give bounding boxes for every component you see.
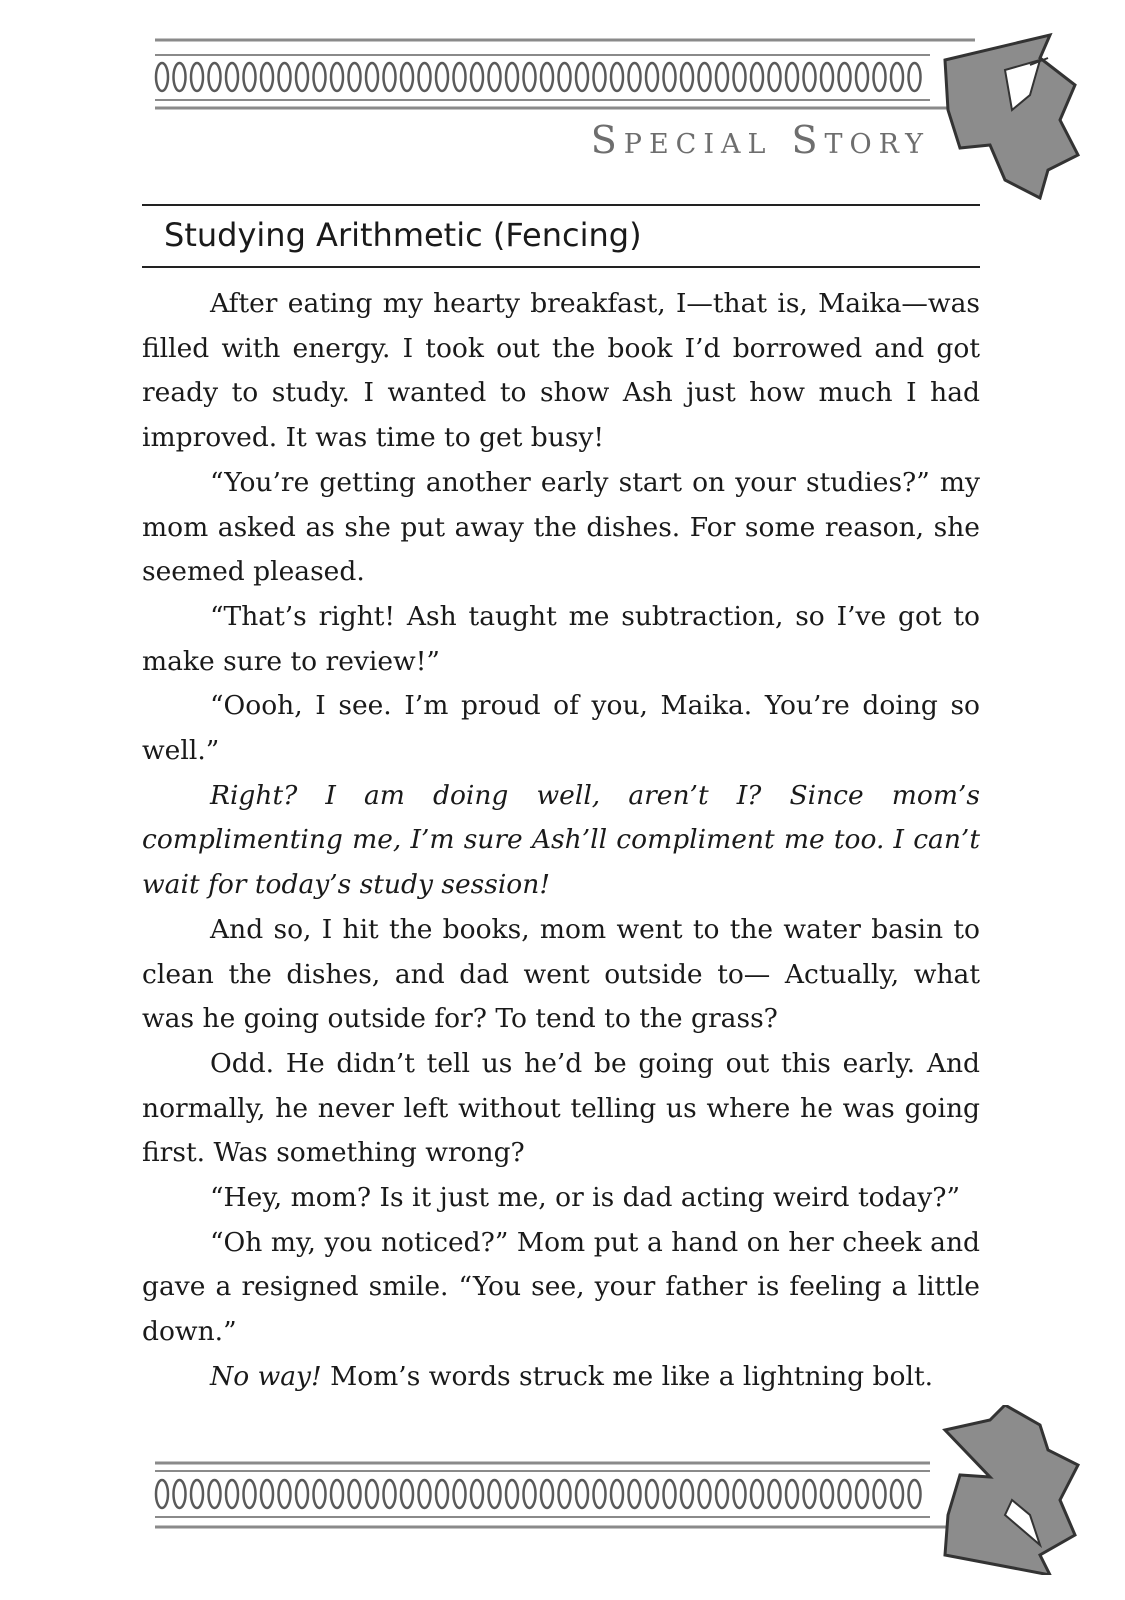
chain-link xyxy=(436,1480,448,1508)
chain-link xyxy=(471,1480,483,1508)
chain-link xyxy=(191,63,203,91)
chain-link xyxy=(174,1480,186,1508)
chain-link xyxy=(664,1480,676,1508)
paragraph: After eating my hearty breakfast, I—that is, Maika—was filled with energy. I took out the book I’d borrowed and got ready to study. I wanted to show Ash just how much I had improved. It was time to get busy! xyxy=(142,288,980,454)
chapter-title-bar xyxy=(142,204,980,268)
chain-link xyxy=(786,1480,798,1508)
chain-link xyxy=(454,63,466,91)
italic-exclamation: No way! xyxy=(210,1360,322,1392)
chain-link xyxy=(646,1480,658,1508)
chain-link xyxy=(699,63,711,91)
chain-link xyxy=(506,1480,518,1508)
chain-link xyxy=(279,63,291,91)
chain-link xyxy=(401,1480,413,1508)
chain-link xyxy=(559,1480,571,1508)
chain-link xyxy=(209,1480,221,1508)
chain-link xyxy=(314,63,326,91)
chain-link xyxy=(331,1480,343,1508)
paragraph: “Oh my, you noticed?” Mom put a hand on her cheek and gave a resigned smile. “You see, your father is feeling a little down.” xyxy=(142,1226,980,1348)
chain-link xyxy=(436,63,448,91)
chain-link xyxy=(296,63,308,91)
chain-link xyxy=(856,1480,868,1508)
chain-link xyxy=(909,63,921,91)
section-label: Special Story xyxy=(590,118,930,162)
chain-link xyxy=(716,1480,728,1508)
chain-link xyxy=(314,1480,326,1508)
chain-link xyxy=(681,1480,693,1508)
chain-link xyxy=(699,1480,711,1508)
chain-link xyxy=(349,1480,361,1508)
paragraph: “Oooh, I see. I’m proud of you, Maika. You’re doing so well.” xyxy=(142,690,980,767)
chain-link xyxy=(839,63,851,91)
chain-link xyxy=(366,63,378,91)
chain-link xyxy=(244,1480,256,1508)
chain-link xyxy=(769,1480,781,1508)
chain-link xyxy=(804,63,816,91)
chain-link xyxy=(786,63,798,91)
chain-link xyxy=(594,1480,606,1508)
chain-link xyxy=(419,63,431,91)
chain-link xyxy=(419,1480,431,1508)
paragraph: “That’s right! Ash taught me subtraction, so I’ve got to make sure to review!” xyxy=(142,600,980,677)
chain-link xyxy=(489,63,501,91)
chain-link xyxy=(279,1480,291,1508)
chain-border-ornament xyxy=(156,63,921,91)
chain-link xyxy=(261,1480,273,1508)
chain-link xyxy=(874,63,886,91)
chain-link xyxy=(646,63,658,91)
chain-link xyxy=(821,63,833,91)
chain-link xyxy=(366,1480,378,1508)
chain-link xyxy=(681,63,693,91)
chain-link xyxy=(296,1480,308,1508)
chain-link xyxy=(541,1480,553,1508)
paragraph-thought: Right? I am doing well, aren’t I? Since mom’s complimenting me, I’m sure Ash’ll compliment me too. I can’t wait for today’s study session! xyxy=(142,779,980,901)
chain-link xyxy=(891,63,903,91)
chain-link xyxy=(664,63,676,91)
chain-link xyxy=(891,1480,903,1508)
chain-link xyxy=(541,63,553,91)
chain-link xyxy=(156,1480,168,1508)
chain-link xyxy=(524,63,536,91)
chain-link xyxy=(559,63,571,91)
chain-link xyxy=(856,63,868,91)
bottom-ornament xyxy=(0,1405,1125,1575)
chapter-title: Studying Arithmetic (Fencing) xyxy=(164,216,642,254)
top-ornament xyxy=(0,30,1125,200)
chain-link xyxy=(611,1480,623,1508)
chain-link xyxy=(804,1480,816,1508)
paragraph: “You’re getting another early start on your studies?” my mom asked as she put away the dishes. For some reason, she seemed pleased. xyxy=(142,466,980,588)
chain-link xyxy=(874,1480,886,1508)
chain-link xyxy=(454,1480,466,1508)
chain-link xyxy=(594,63,606,91)
chain-link xyxy=(489,1480,501,1508)
chain-link xyxy=(769,63,781,91)
story-text xyxy=(142,282,980,1400)
chain-link xyxy=(384,1480,396,1508)
chain-link xyxy=(821,1480,833,1508)
puzzle-corner-icon xyxy=(945,35,1078,198)
chain-link xyxy=(209,63,221,91)
chain-link xyxy=(226,1480,238,1508)
chain-link xyxy=(751,63,763,91)
paragraph-last xyxy=(142,1355,980,1400)
paragraph: “Hey, mom? Is it just me, or is dad acting weird today?” xyxy=(210,1182,961,1214)
paragraph: And so, I hit the books, mom went to the water basin to clean the dishes, and dad went outside to— Actually, what was he going outside for? To tend to the grass? xyxy=(142,913,980,1035)
paragraph: Odd. He didn’t tell us he’d be going out this early. And normally, he never left without telling us where he was going first. Was something wrong? xyxy=(142,1047,980,1169)
chain-link xyxy=(734,63,746,91)
chain-link xyxy=(576,63,588,91)
paragraph-rest: Mom’s words struck me like a lightning bolt. xyxy=(321,1360,934,1392)
chain-link xyxy=(506,63,518,91)
chain-link xyxy=(471,63,483,91)
chain-link xyxy=(384,63,396,91)
chain-link xyxy=(716,63,728,91)
chain-link xyxy=(261,63,273,91)
chain-link xyxy=(226,63,238,91)
chain-link xyxy=(909,1480,921,1508)
chain-link xyxy=(839,1480,851,1508)
chain-link xyxy=(629,1480,641,1508)
chain-link xyxy=(401,63,413,91)
chain-link xyxy=(734,1480,746,1508)
chain-border-ornament xyxy=(156,1480,921,1508)
chain-link xyxy=(174,63,186,91)
chain-link xyxy=(331,63,343,91)
chain-link xyxy=(244,63,256,91)
chain-link xyxy=(349,63,361,91)
chain-link xyxy=(191,1480,203,1508)
chain-link xyxy=(524,1480,536,1508)
chain-link xyxy=(156,63,168,91)
chain-link xyxy=(629,63,641,91)
chain-link xyxy=(611,63,623,91)
chain-link xyxy=(576,1480,588,1508)
chain-link xyxy=(751,1480,763,1508)
puzzle-corner-icon xyxy=(945,1405,1078,1575)
